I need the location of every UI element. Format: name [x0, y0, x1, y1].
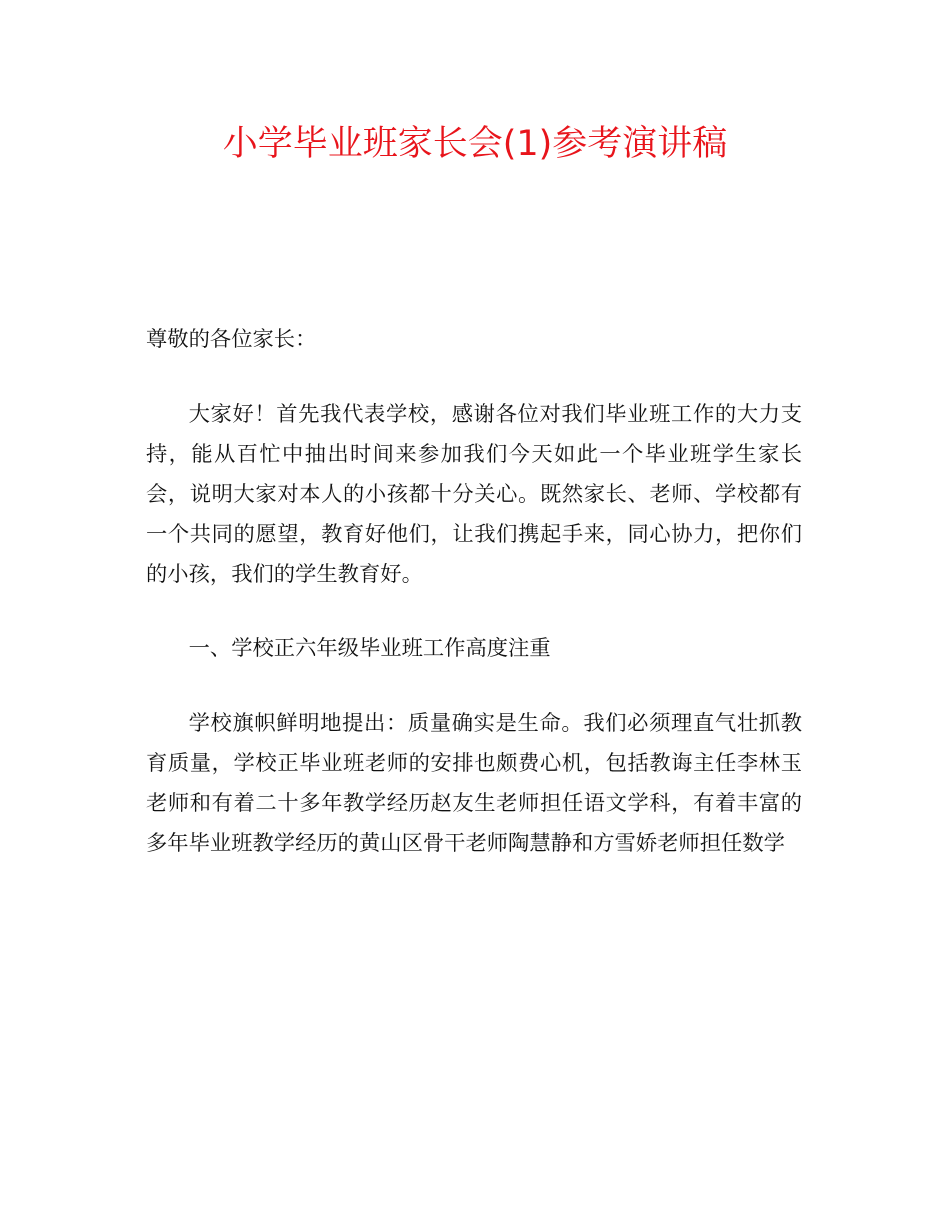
greeting-paragraph: 尊敬的各位家长：: [146, 327, 317, 352]
section-paragraph-1: 学校旗帜鲜明地提出：质量确实是生命。我们必须理直气壮抓教育质量，学校正毕业班老师的安排也颇费心机，包括教诲主任李林玉老师和有着二十多年教学经历赵友生老师担任语文学科，有着丰富的多年毕业班教学经历的黄山区骨干老师陶慧静和方雪娇老师担任数学: [146, 710, 802, 856]
section-heading-1: 一、学校正六年级毕业班工作高度注重: [188, 636, 551, 661]
document-body: [146, 320, 802, 898]
document-title: 小学毕业班家长会(1)参考演讲稿: [222, 124, 728, 164]
opening-paragraph: 大家好！首先我代表学校，感谢各位对我们毕业班工作的大力支持，能从百忙中抽出时间来参加我们今天如此一个毕业班学生家长会，说明大家对本人的小孩都十分关心。既然家长、老师、学校都有一个共同的愿望，教育好他们，让我们携起手来，同心协力，把你们的小孩，我们的学生教育好。: [146, 401, 802, 587]
